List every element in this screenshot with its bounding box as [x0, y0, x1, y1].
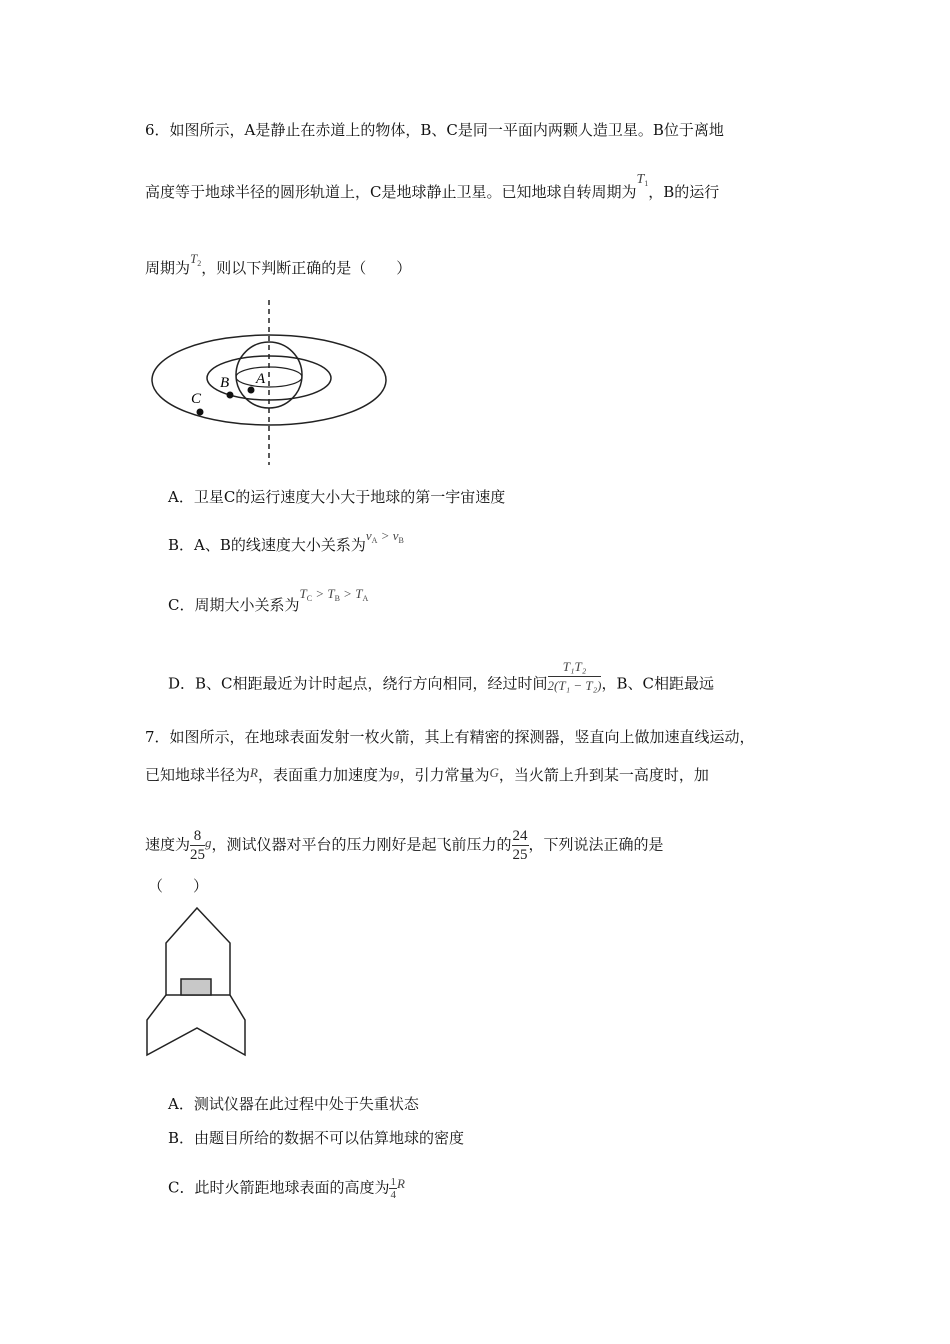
point-a-dot [248, 387, 255, 394]
q7-option-a: A．测试仪器在此过程中处于失重状态 [168, 1095, 419, 1113]
q7-line3-a: 速度为 [145, 835, 191, 854]
q7-symbol-g: g [392, 765, 400, 780]
q6-t1-symbol: $T_1$ [636, 172, 649, 188]
point-c-dot [197, 409, 204, 416]
q6-option-d [168, 659, 714, 703]
q7-line3-c: ，下列说法正确的是 [528, 835, 664, 854]
q7-stem-line2 [145, 765, 709, 786]
q6-line2-text-a: 高度等于地球半径的圆形轨道上，C是地球静止卫星。已知地球自转周期为 [145, 183, 637, 201]
q6-option-d-tail: ，B、C相距最远 [601, 674, 714, 693]
q7-stem-line3 [145, 827, 664, 864]
q7-option-b: B．由题目所给的数据不可以估算地球的密度 [168, 1129, 465, 1147]
q6-option-b-text: B．A、B的线速度大小关系为 [168, 536, 366, 554]
q7-line2-c: ，引力常量为 [399, 766, 490, 784]
earth-sphere [236, 342, 302, 408]
q7-line3-b: ，测试仪器对平台的压力刚好是起飞前压力的 [211, 835, 512, 854]
q7-symbol-r: R [250, 765, 258, 780]
q6-option-b-math: $v_A > v_B$ [365, 528, 404, 545]
q7-stem-line1: 7．如图所示，在地球表面发射一枚火箭，其上有精密的探测器，竖直向上做加速直线运动， [145, 728, 755, 746]
q7-option-c [168, 1176, 405, 1201]
label-c: C [191, 391, 202, 407]
q6-line2-text-b: ，B的运行 [648, 183, 720, 201]
q7-answer-paren: （ ） [148, 877, 209, 895]
q6-stem-line2 [145, 172, 720, 208]
q7-option-c-r: R [396, 1175, 405, 1191]
q6-option-d-text: D．B、C相距最近为计时起点，绕行方向相同，经过时间 [168, 674, 548, 693]
q6-option-c-text: C．周期大小关系为 [168, 596, 300, 614]
q6-option-a: A．卫星C的运行速度大小大于地球的第一宇宙速度 [168, 488, 506, 506]
q7-symbol-g2: g [205, 834, 212, 850]
q6-option-d-fraction: $\frac{\text{T₁T₂}}{\text{2(T₁ − T₂)}}$ [547, 659, 602, 693]
label-b: B [220, 375, 230, 391]
label-a: A [256, 371, 266, 387]
orbit-figure [145, 295, 395, 470]
q7-symbol-big-g: G [489, 765, 499, 780]
q6-option-c-math: $T_C > T_B > T_A$ [299, 586, 369, 603]
test-instrument [181, 979, 211, 995]
q7-line2-a: 已知地球半径为 [145, 766, 251, 784]
q6-option-c [168, 586, 369, 621]
q6-stem-line3 [145, 251, 412, 284]
q6-stem-line1: 6．如图所示，A是静止在赤道上的物体，B、C是同一平面内两颗人造卫星。B位于离地 [145, 121, 724, 139]
q6-line3-text-b: ，则以下判断正确的是（ ） [201, 259, 412, 277]
q7-line2-b: ，表面重力加速度为 [257, 766, 393, 784]
q6-line3-text-a: 周期为 [145, 259, 191, 277]
q7-fraction-24-25: $\frac{24}{25}$ [512, 828, 528, 863]
q6-t2-symbol: $T_2$ [190, 251, 202, 268]
point-b-dot [227, 392, 234, 399]
rocket-figure [140, 900, 255, 1065]
q7-option-c-fraction: $\frac{1}{4}$ [390, 1176, 396, 1201]
q6-option-b [168, 528, 404, 561]
q7-option-c-text: C．此时火箭距地球表面的高度为 [168, 1178, 390, 1197]
q7-line2-d: ，当火箭上升到某一高度时，加 [498, 766, 709, 784]
q7-fraction-8-25: $\frac{8}{25}$ [190, 828, 206, 863]
